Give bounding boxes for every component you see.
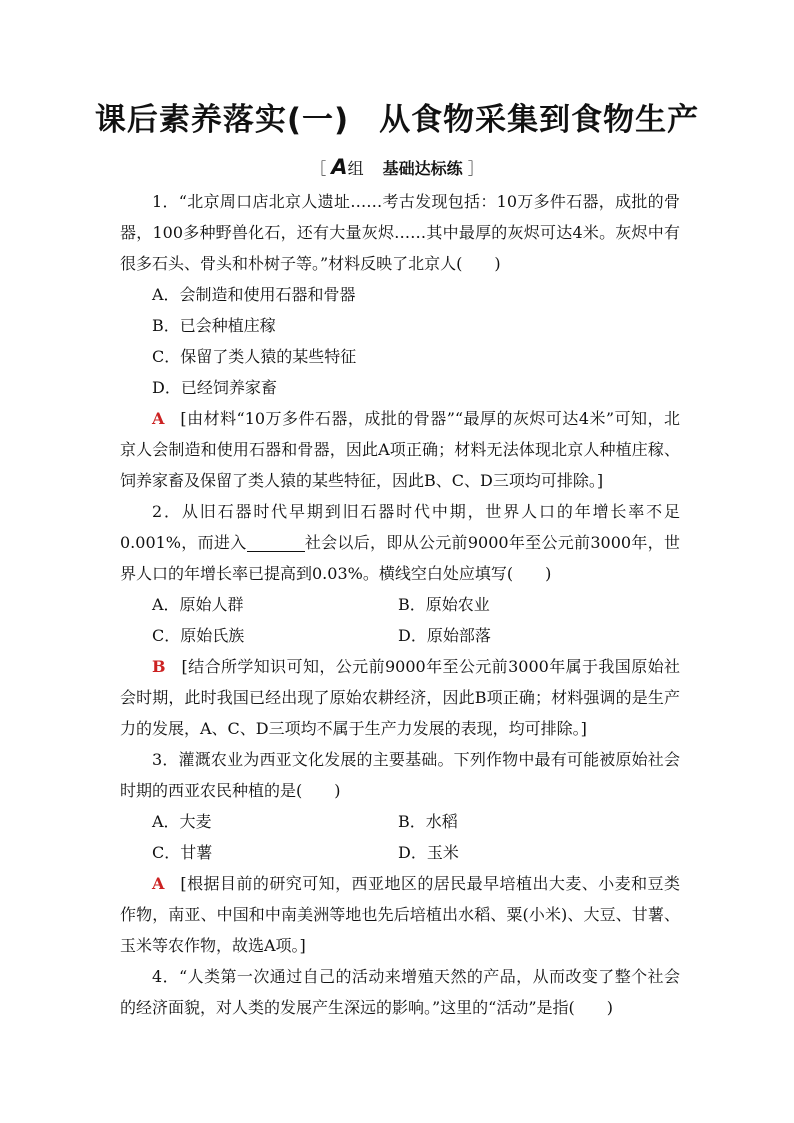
question-3-stem: 3．灌溉农业为西亚文化发展的主要基础。下列作物中最有可能被原始社会时期的西亚农民种植的是( ) bbox=[120, 750, 680, 800]
question-2-options-row-1 bbox=[120, 589, 680, 620]
title-part-1: 课后素养落实(一) bbox=[94, 102, 350, 138]
question-2-option-b: B．原始农业 bbox=[398, 595, 490, 614]
answer-letter: A bbox=[152, 409, 165, 428]
question-2-option-d: D．原始部落 bbox=[398, 626, 491, 645]
group-name: 基础达标练 bbox=[382, 159, 463, 178]
answer-explanation: [由材料“10万多件石器，成批的骨器”“最厚的灰烬可达4米”可知，北京人会制造和使用石器和骨器，因此A项正确；材料无法体现北京人种植庄稼、饲养家畜及保留了类人猿的某些特征，因此B、C、D三项均可排除。] bbox=[120, 409, 680, 490]
question-2-option-a: A．原始人群 bbox=[152, 595, 244, 614]
fill-blank bbox=[247, 533, 305, 552]
question-1-option-d: D．已经饲养家畜 bbox=[152, 378, 277, 397]
question-2-stem bbox=[120, 496, 680, 589]
question-2-options-row-2 bbox=[120, 620, 680, 651]
question-3-option-d: D．玉米 bbox=[398, 843, 459, 862]
question-3-options-row-2 bbox=[120, 837, 680, 868]
group-heading bbox=[0, 155, 794, 179]
question-1-option-a: A．会制造和使用石器和骨器 bbox=[152, 285, 356, 304]
answer-letter: A bbox=[152, 874, 165, 893]
group-letter: A bbox=[331, 155, 348, 179]
page-title bbox=[0, 94, 794, 139]
question-1-stem: 1．“北京周口店北京人遗址……考古发现包括：10万多件石器，成批的骨器，100多种野兽化石，还有大量灰烬……其中最厚的灰烬可达4米。灰烬中有很多石头、骨头和朴树子等。”材料反映了北京人( ) bbox=[120, 192, 680, 273]
question-2-stem-before: 2．从旧石器时代早期到旧石器时代中期，世界人口的年增长率不足0.001%，而进入 bbox=[120, 502, 680, 552]
answer-explanation: [根据目前的研究可知，西亚地区的居民最早培植出大麦、小麦和豆类作物，南亚、中国和中南美洲等地也先后培植出水稻、粟(小米)、大豆、甘薯、玉米等农作物，故选A项。] bbox=[120, 874, 680, 955]
question-3-option-a: A．大麦 bbox=[152, 812, 212, 831]
answer-letter: B bbox=[152, 657, 166, 676]
question-3-options-row-1 bbox=[120, 806, 680, 837]
question-3-answer bbox=[120, 868, 680, 961]
question-1-option-b: B．已会种植庄稼 bbox=[152, 316, 276, 335]
group-bracket-close: ］ bbox=[467, 159, 484, 178]
question-2-option-c: C．原始氏族 bbox=[152, 626, 245, 645]
question-1-option-c: C．保留了类人猿的某些特征 bbox=[152, 347, 357, 366]
question-3-option-b: B．水稻 bbox=[398, 812, 458, 831]
question-2-answer bbox=[120, 651, 680, 744]
group-suffix: 组 bbox=[347, 159, 364, 178]
question-2-stem-after: 社会以后，即从公元前9000年至公元前3000年，世界人口的年增长率已提高到0.03%。横线空白处应填写( ) bbox=[120, 533, 680, 583]
answer-explanation: [结合所学知识可知，公元前9000年至公元前3000年属于我国原始社会时期，此时我国已经出现了原始农耕经济，因此B项正确；材料强调的是生产力的发展，A、C、D三项均不属于生产力发展的表现，均可排除。] bbox=[120, 657, 680, 738]
question-3-option-c: C．甘薯 bbox=[152, 843, 213, 862]
title-part-2: 从食物采集到食物生产 bbox=[379, 102, 700, 138]
question-list bbox=[120, 186, 680, 1023]
question-1-answer bbox=[120, 403, 680, 496]
group-bracket-open: ［ bbox=[310, 159, 327, 178]
question-4-stem: 4．“人类第一次通过自己的活动来增殖天然的产品，从而改变了整个社会的经济面貌，对人类的发展产生深远的影响。”这里的“活动”是指( ) bbox=[120, 967, 680, 1017]
